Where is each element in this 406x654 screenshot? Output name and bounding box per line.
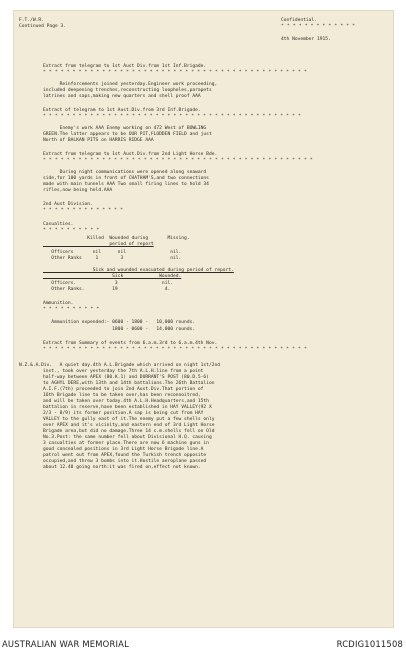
section-line: Enemy's work AAA Enemy working on 472 West of BOWLING <box>43 126 207 131</box>
casualties-row-other-ranks: Other Ranks 1 3 nil. <box>43 256 182 261</box>
casualties-header-sub: period of report <box>43 242 154 247</box>
summary-line: patrol went out from APEX,found the Turkish trench opposite <box>43 453 207 458</box>
section-underline: * * * * * * * * * * * * * * * * * * * * * * * * * * * * * * * * * * * * * * * * * * * * <box>43 114 302 119</box>
evacuated-header: Sick Wounded. <box>43 274 182 279</box>
section-line: GREEN.The latter appears to be OUR PIT,FLODDEN FIELD and just <box>43 132 212 137</box>
summary-line: VALLEY to the gully east of it.The enemy put a few shells only <box>43 417 215 422</box>
section-line: Reinforcements joined yesterday.Engineer work proceeding, <box>43 82 218 87</box>
section-underline: * * * * * * * * * * * * * * * * * * * * * * * * * * * * * * * * * * * * * * * * * * * * * * <box>43 158 313 163</box>
section-title: Extract from telegram to 1st Aust.Div.from 2nd Light Horse Bde. <box>43 152 218 157</box>
summary-line: 3 casualties at former place.There are now 6 machine guns in <box>43 441 209 446</box>
section-line: During night communications were opened along seaward <box>43 170 207 175</box>
summary-line: A.I.F.(7th) proceeded to join 2nd Aust.Div.That portion of <box>43 387 204 392</box>
section-underline: * * * * * * * * * * * * * * * * * * * * * * * * * * * * * * * * * * * * * * * * * * * * * <box>43 70 307 75</box>
ammunition-line: 1800 - 0600 - 14,000 rounds. <box>43 327 196 332</box>
summary-line: battalion in reserve,have been established in HAY VALLEY(92 X <box>43 405 212 410</box>
casualties-row-officers: Officers nil nil nil. <box>43 250 182 255</box>
summary-line: 16th Brigade line to be taken over,has been reconnoitred, <box>43 393 201 398</box>
ammunition-underline: * * * * * * * * * * <box>43 307 100 312</box>
summary-line: about 12.40 going north:it was fired on,effect not known. <box>43 465 201 470</box>
section-title: Extract of telegram to 1st Aust.Div.from 3rd Inf.Brigade. <box>43 108 201 113</box>
archive-footer <box>0 632 406 654</box>
section-line: side,for 100 yards in front of CHATHAM'S,and two connections <box>43 176 209 181</box>
section-line: North of BALKAN PITS on HARRIS RIDGE AAA <box>43 138 154 143</box>
summary-line: half-way between APEX (80.K.1) and DURRANT'S POST (80.D.5-6) <box>43 375 209 380</box>
summary-line: inst., took over yesterday the 7th A.L.H.line from a point <box>43 369 204 374</box>
summary-line: and will be taken over today.4th A.L.H.Headquarters,and 15th <box>43 399 209 404</box>
confidential-label: Confidential. <box>281 18 317 23</box>
evacuated-title: Sick and wounded evacuated during period of report. <box>43 268 234 273</box>
document-page <box>13 10 394 628</box>
section-line: included deepening trenches,reconstructing loopholes,parapets <box>43 88 212 93</box>
file-reference: F.T./W.R. <box>19 18 44 23</box>
ammunition-title: Ammunition. <box>43 301 74 306</box>
summary-line: to AGHYL DERE,with 13th and 14th battalions.The 26th Battalion <box>43 381 215 386</box>
summary-line: Brigade area,but did no damage.Three 14 c.m.shells fell on Old <box>43 429 215 434</box>
section-line: made with main tunnels AAA Two small firing lines to hold 34 <box>43 182 209 187</box>
section-line: rifles,now being held.AAA <box>43 188 113 193</box>
summary-line: over APEX and it's vicinity,and eastern end of 3rd Light Horse <box>43 423 215 428</box>
ammunition-line: Ammunition expended:- 0600 - 1800 - 10,000 rounds. <box>43 320 196 325</box>
summary-line: good concealed positions in 3rd Light Horse Brigade line.A <box>43 447 204 452</box>
evacuated-row-other-ranks: Other Ranks. 19 4. <box>43 287 171 292</box>
summary-line: No.3.Post: the same number fell about Divisional H.Q. causing <box>43 435 212 440</box>
summary-line: occupied,and threw 3 bombs into it.Hostile aeroplane passed <box>43 459 207 464</box>
confidential-underline: * * * * * * * * * * * * * <box>281 24 356 29</box>
casualties-title: Casualties. <box>43 222 74 227</box>
archive-name: AUSTRALIAN WAR MEMORIAL <box>2 639 129 649</box>
casualties-underline: * * * * * * * * * * <box>43 228 100 233</box>
division-title: 2nd Aust Division. <box>43 202 93 207</box>
summary-title: Extract from Summary of events from 6.a.m.3rd to 6.a.m.4th Nov. <box>43 341 218 346</box>
archive-reference: RCDIG1011508 <box>336 639 403 649</box>
casualties-header: Killed Wounded during Missing. <box>43 236 190 241</box>
evacuated-row-officers: Officers. 3 nil. <box>43 281 173 286</box>
section-line: latrines and saps,making new quarters and shell proof AAA <box>43 94 201 99</box>
document-date: 4th November 1915. <box>281 37 331 42</box>
continued-note: Continued Page 3. <box>19 24 67 29</box>
summary-line: 2/3 - 8/9) its former position.A sap is being cut from HAY <box>43 411 204 416</box>
summary-line: A quiet day.4th A.L.Brigade which arrived on night 1st/2nd <box>43 363 221 368</box>
summary-underline: * * * * * * * * * * * * * * * * * * * * * * * * * * * * * * * * * * * * * * * * * * * * * <box>43 347 307 352</box>
section-title: Extract from telegram to 1st Aust Div.from 1st Inf.Brigade. <box>43 64 207 69</box>
division-underline: * * * * * * * * * * * * * * <box>43 208 124 213</box>
division-side-label: N.Z.&.A.Div. <box>19 363 53 368</box>
